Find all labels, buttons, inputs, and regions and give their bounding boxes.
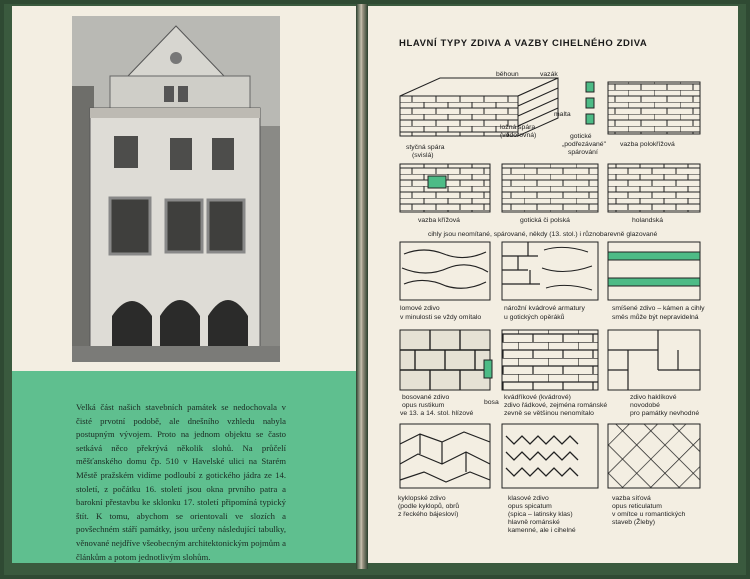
label-klasove-3: (spica – latinsky klas) <box>508 511 573 518</box>
label-goticka-polska: gotická či polská <box>520 217 570 224</box>
gothic-joint-mark-2 <box>586 98 594 108</box>
label-narozni-2: u gotických opěráků <box>504 314 565 321</box>
left-page <box>12 6 356 563</box>
label-kvadrikove-1: kvádříkové (kvádrové) <box>504 394 571 401</box>
label-malta: malta <box>554 111 571 118</box>
label-krizova: vazba křížová <box>418 217 460 224</box>
label-behoun: běhoun <box>496 71 519 78</box>
book-gutter <box>356 4 368 569</box>
label-klasove-4: hlavně románské <box>508 519 560 526</box>
house-photo-drawing <box>72 16 280 362</box>
label-kvadrikove-3: zevně se většinou nenomítalo <box>504 410 594 417</box>
label-vazak: vazák <box>540 71 558 78</box>
lomove-zdivo-swatch <box>400 242 490 300</box>
klasove-zdivo-swatch <box>502 424 598 488</box>
label-narozni-1: nárožní kvádrové armatury <box>504 305 585 312</box>
bond-polokrizova-swatch <box>608 82 700 134</box>
label-goticke-2: „podřezávané" <box>562 141 606 148</box>
label-lozna-2: (vodorovná) <box>500 132 537 139</box>
label-goticke-3: spárování <box>568 149 598 156</box>
label-sitova-4: staveb (Žleby) <box>612 519 656 526</box>
label-sitova-1: vazba síťová <box>612 495 651 502</box>
label-kvadrikove-2: zdivo řádkové, zejména románské <box>504 402 608 409</box>
right-page <box>368 6 738 563</box>
label-haklikove-2: novodobé <box>630 402 660 409</box>
label-haklikove-1: zdivo haklíkové <box>630 394 677 401</box>
label-stycna-2: (svislá) <box>412 152 434 159</box>
label-goticke-1: gotické <box>570 133 592 140</box>
masonry-diagram <box>368 6 738 563</box>
house-photo <box>72 16 280 362</box>
bosovane-zdivo-swatch <box>400 330 492 390</box>
label-klasove-1: klasové zdivo <box>508 495 549 502</box>
label-sitova-3: v omítce u romantických <box>612 511 686 518</box>
kyklopske-zdivo-swatch <box>400 424 490 488</box>
label-cihly-note: cihly jsou neomítané, spárované, někdy (13. stol.) i různobarevně glazované <box>428 231 658 238</box>
gothic-joint-mark-3 <box>586 114 594 124</box>
label-kyklopske-2: (podle kyklopů, obrů <box>398 503 460 510</box>
label-bosovane-2: opus rustikum <box>402 402 445 409</box>
label-bosovane-3: ve 13. a 14. stol. hlízové <box>400 410 474 417</box>
smisene-zdivo-swatch <box>608 242 700 300</box>
label-haklikove-3: pro památky nevhodné <box>630 410 700 417</box>
label-smisene-2: směs může být nepravidelná <box>612 314 699 321</box>
text-panel <box>12 371 356 563</box>
bond-goticka-swatch <box>502 164 598 212</box>
label-smisene-1: smíšené zdivo – kámen a cihly <box>612 305 705 312</box>
intro-paragraph: Velká část našich stavebních památek se nedochovala v čisté prvotní podobě, ale dnešního vzhledu nabyla postupným vývojem. Proto na jednom objektu se často setkává něco překrývá několik slohů. Na průčelí měšťanského domu čp. 510 v Havelské ulici na Starém Městě pražském vidíme podloubí z gotického jádra ze 14. století, z počátku 16. století jsou okna prvního patra a barokní přestavbu ke sklonku 17. století připomíná typický štít. K tomu, abychom se orientovali ve slozích a povšechném stáří památky, jsou určeny následující tabulky, věnované nejdříve všeobecným architektonickým pojmům a článkům a potom jednotlivým slohům. <box>76 402 286 562</box>
label-klasove-2: opus spicatum <box>508 503 552 510</box>
bond-krizova-highlight <box>428 176 446 188</box>
label-sitova-2: opus reticulatum <box>612 503 662 510</box>
label-bosa: bosa <box>484 399 499 406</box>
label-klasove-5: kamenné, ale i cihelné <box>508 527 576 534</box>
bond-holandska-swatch <box>608 164 700 212</box>
label-holandska: holandská <box>632 217 663 224</box>
page-heading: HLAVNÍ TYPY ZDIVA A VAZBY CIHELNÉHO ZDIVA <box>399 38 648 49</box>
kvadrikove-zdivo-swatch <box>502 330 598 390</box>
label-bosovane-1: bosované zdivo <box>402 394 450 401</box>
label-lomove-1: lomové zdivo <box>400 305 440 312</box>
label-lomove-2: v minulosti se vždy omítalo <box>400 314 482 321</box>
gothic-joint-mark-1 <box>586 82 594 92</box>
haklikove-zdivo-swatch <box>608 330 700 390</box>
narozni-armatury-swatch <box>502 242 598 300</box>
label-stycna-1: styčná spára <box>406 144 445 151</box>
sitova-vazba-swatch <box>608 424 700 488</box>
label-polokrizova: vazba polokřížová <box>620 141 675 148</box>
label-kyklopske-1: kyklopské zdivo <box>398 495 446 502</box>
label-kyklopske-3: z řeckého bájesloví) <box>398 511 459 518</box>
label-lozna-1: ložná spára <box>500 124 536 131</box>
